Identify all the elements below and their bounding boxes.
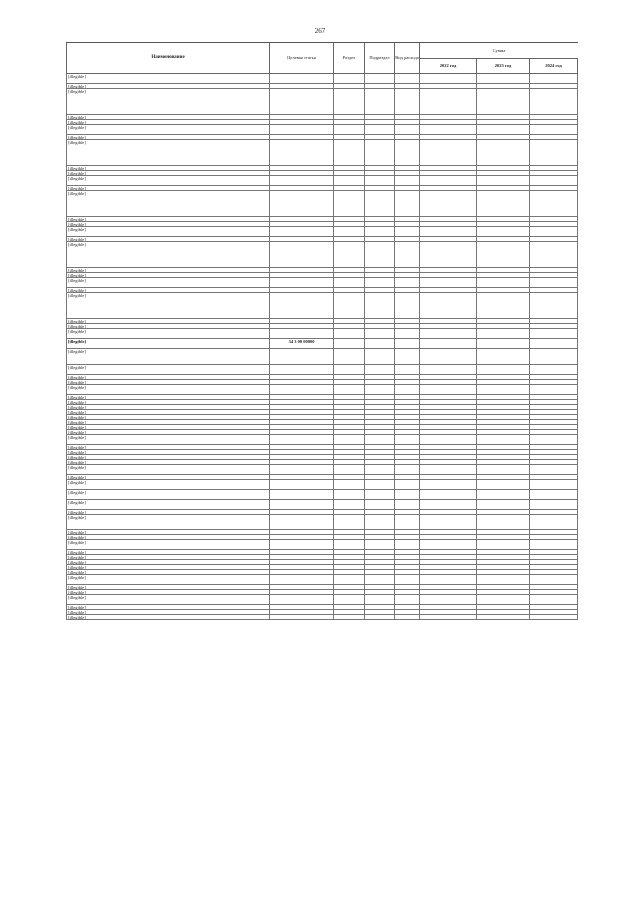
row-name-cell: [illegible] bbox=[66, 515, 269, 530]
row-name-cell: [illegible] bbox=[66, 375, 269, 380]
row-type-cell bbox=[394, 125, 419, 135]
row-type-cell bbox=[394, 540, 419, 550]
row-code-cell bbox=[269, 615, 333, 620]
row-type-cell bbox=[394, 293, 419, 319]
row-year1-cell bbox=[419, 435, 476, 445]
row-year3-cell bbox=[529, 293, 578, 319]
row-year2-cell bbox=[476, 500, 529, 510]
row-subsection-cell bbox=[364, 465, 394, 475]
row-name-cell: [illegible] bbox=[66, 585, 269, 590]
row-year3-cell bbox=[529, 365, 578, 375]
row-section-cell bbox=[333, 465, 364, 475]
row-type-cell bbox=[394, 191, 419, 217]
row-subsection-cell bbox=[364, 515, 394, 530]
row-year1-cell bbox=[419, 293, 476, 319]
row-name-cell: [illegible] bbox=[66, 140, 269, 166]
row-year1-cell bbox=[419, 140, 476, 166]
row-subsection-cell bbox=[364, 125, 394, 135]
row-section-cell bbox=[333, 500, 364, 510]
row-subsection-cell bbox=[364, 339, 394, 349]
table-row bbox=[66, 540, 578, 550]
row-name-cell: [illegible] bbox=[66, 610, 269, 615]
row-name-cell: [illegible] bbox=[66, 465, 269, 475]
row-name-cell: [illegible] bbox=[66, 595, 269, 605]
row-name-cell: [illegible] bbox=[66, 186, 269, 191]
row-year2-cell bbox=[476, 140, 529, 166]
table-row bbox=[66, 191, 578, 217]
row-section-cell bbox=[333, 227, 364, 237]
row-section-cell bbox=[333, 540, 364, 550]
row-section-cell bbox=[333, 329, 364, 339]
row-section-cell bbox=[333, 575, 364, 585]
row-type-cell bbox=[394, 615, 419, 620]
row-subsection-cell bbox=[364, 176, 394, 186]
col-year2-header: 2023 год bbox=[476, 59, 529, 75]
row-subsection-cell bbox=[364, 329, 394, 339]
row-section-cell bbox=[333, 480, 364, 490]
row-name-cell: [illegible] bbox=[66, 415, 269, 420]
table-row bbox=[66, 176, 578, 186]
row-year2-cell bbox=[476, 349, 529, 365]
row-name-cell: [illegible] bbox=[66, 425, 269, 430]
row-name-cell: [illegible] bbox=[66, 135, 269, 140]
row-subsection-cell bbox=[364, 74, 394, 84]
table-row bbox=[66, 293, 578, 319]
row-name-cell: [illegible] bbox=[66, 217, 269, 222]
table-row bbox=[66, 615, 578, 620]
table-row bbox=[66, 89, 578, 115]
row-year1-cell bbox=[419, 595, 476, 605]
row-year2-cell bbox=[476, 540, 529, 550]
row-name-cell: [illegible] bbox=[66, 120, 269, 125]
table-row bbox=[66, 500, 578, 510]
row-subsection-cell bbox=[364, 365, 394, 375]
row-subsection-cell bbox=[364, 575, 394, 585]
row-subsection-cell bbox=[364, 500, 394, 510]
row-name-cell: [illegible] bbox=[66, 540, 269, 550]
row-type-cell bbox=[394, 435, 419, 445]
row-subsection-cell bbox=[364, 278, 394, 288]
row-section-cell bbox=[333, 435, 364, 445]
row-section-cell bbox=[333, 74, 364, 84]
row-year1-cell bbox=[419, 278, 476, 288]
col-code-header: Целевая статья bbox=[269, 43, 333, 74]
row-year3-cell bbox=[529, 515, 578, 530]
row-year1-cell bbox=[419, 74, 476, 84]
row-year3-cell bbox=[529, 125, 578, 135]
row-name-cell: [illegible] bbox=[66, 510, 269, 515]
row-name-cell: [illegible] bbox=[66, 84, 269, 89]
row-type-cell bbox=[394, 278, 419, 288]
row-name-cell: [illegible] bbox=[66, 490, 269, 500]
row-code-cell bbox=[269, 278, 333, 288]
row-name-cell: [illegible] bbox=[66, 191, 269, 217]
row-subsection-cell bbox=[364, 435, 394, 445]
row-name-cell: [illegible] bbox=[66, 166, 269, 171]
row-type-cell bbox=[394, 365, 419, 375]
row-year3-cell bbox=[529, 540, 578, 550]
row-year3-cell bbox=[529, 242, 578, 268]
row-name-cell: [illegible] bbox=[66, 500, 269, 510]
row-name-cell: [illegible] bbox=[66, 237, 269, 242]
row-year2-cell bbox=[476, 465, 529, 475]
row-year2-cell bbox=[476, 176, 529, 186]
row-subsection-cell bbox=[364, 191, 394, 217]
row-type-cell bbox=[394, 176, 419, 186]
row-year1-cell bbox=[419, 540, 476, 550]
row-year3-cell bbox=[529, 349, 578, 365]
row-name-cell: [illegible] bbox=[66, 475, 269, 480]
row-section-cell bbox=[333, 349, 364, 365]
row-year2-cell bbox=[476, 595, 529, 605]
row-name-cell: [illegible] bbox=[66, 430, 269, 435]
table-header bbox=[66, 42, 578, 74]
row-code-cell bbox=[269, 125, 333, 135]
row-year2-cell bbox=[476, 575, 529, 585]
row-subsection-cell bbox=[364, 490, 394, 500]
col-subsection-header: Подраздел bbox=[364, 43, 394, 74]
row-name-cell: [illegible] bbox=[66, 450, 269, 455]
row-code-cell bbox=[269, 490, 333, 500]
row-name-cell: [illegible] bbox=[66, 115, 269, 120]
row-year2-cell bbox=[476, 191, 529, 217]
row-code-cell bbox=[269, 349, 333, 365]
row-code-cell bbox=[269, 74, 333, 84]
table-row bbox=[66, 515, 578, 530]
row-year1-cell bbox=[419, 500, 476, 510]
row-name-cell: [illegible] bbox=[66, 242, 269, 268]
row-type-cell bbox=[394, 89, 419, 115]
row-year2-cell bbox=[476, 329, 529, 339]
row-type-cell bbox=[394, 227, 419, 237]
row-name-cell: [illegible] bbox=[66, 171, 269, 176]
row-name-cell: [illegible] bbox=[66, 530, 269, 535]
col-year3-header: 2024 год bbox=[529, 59, 578, 75]
row-section-cell bbox=[333, 242, 364, 268]
row-code-cell bbox=[269, 191, 333, 217]
row-code-cell bbox=[269, 227, 333, 237]
row-year1-cell bbox=[419, 89, 476, 115]
table-row bbox=[66, 242, 578, 268]
row-year1-cell bbox=[419, 339, 476, 349]
row-year3-cell bbox=[529, 278, 578, 288]
row-name-cell: [illegible] bbox=[66, 395, 269, 400]
row-subsection-cell bbox=[364, 595, 394, 605]
row-year2-cell bbox=[476, 435, 529, 445]
row-name-cell: [illegible] bbox=[66, 405, 269, 410]
col-type-header: Вид расхода bbox=[394, 43, 419, 74]
row-section-cell bbox=[333, 339, 364, 349]
row-year1-cell bbox=[419, 242, 476, 268]
table-row bbox=[66, 74, 578, 84]
row-code-cell bbox=[269, 176, 333, 186]
row-year1-cell bbox=[419, 191, 476, 217]
row-type-cell bbox=[394, 385, 419, 395]
table-row bbox=[66, 435, 578, 445]
row-name-cell: [illegible] bbox=[66, 339, 269, 349]
row-type-cell bbox=[394, 500, 419, 510]
row-name-cell: [illegible] bbox=[66, 420, 269, 425]
row-year3-cell bbox=[529, 615, 578, 620]
row-type-cell bbox=[394, 490, 419, 500]
row-year3-cell bbox=[529, 140, 578, 166]
row-name-cell: [illegible] bbox=[66, 575, 269, 585]
row-year1-cell bbox=[419, 575, 476, 585]
row-name-cell: [illegible] bbox=[66, 319, 269, 324]
table-row bbox=[66, 349, 578, 365]
budget-table bbox=[66, 42, 578, 620]
row-name-cell: [illegible] bbox=[66, 460, 269, 465]
row-subsection-cell bbox=[364, 227, 394, 237]
col-year1-header: 2022 год bbox=[419, 59, 476, 75]
row-year1-cell bbox=[419, 515, 476, 530]
row-subsection-cell bbox=[364, 540, 394, 550]
row-code-cell bbox=[269, 595, 333, 605]
table-row bbox=[66, 227, 578, 237]
row-code-cell bbox=[269, 293, 333, 319]
row-name-cell: [illegible] bbox=[66, 222, 269, 227]
row-year2-cell bbox=[476, 365, 529, 375]
row-name-cell: [illegible] bbox=[66, 445, 269, 450]
row-type-cell bbox=[394, 339, 419, 349]
row-type-cell bbox=[394, 329, 419, 339]
page-number: 267 bbox=[314, 27, 326, 35]
row-type-cell bbox=[394, 465, 419, 475]
row-subsection-cell bbox=[364, 242, 394, 268]
row-year3-cell bbox=[529, 227, 578, 237]
row-year1-cell bbox=[419, 176, 476, 186]
row-code-cell bbox=[269, 329, 333, 339]
row-year2-cell bbox=[476, 293, 529, 319]
row-year1-cell bbox=[419, 385, 476, 395]
row-section-cell bbox=[333, 176, 364, 186]
row-code-cell bbox=[269, 540, 333, 550]
table-row bbox=[66, 140, 578, 166]
row-code-cell bbox=[269, 500, 333, 510]
row-year3-cell bbox=[529, 480, 578, 490]
row-section-cell bbox=[333, 191, 364, 217]
row-subsection-cell bbox=[364, 349, 394, 365]
row-name-cell: [illegible] bbox=[66, 278, 269, 288]
row-year2-cell bbox=[476, 74, 529, 84]
row-year3-cell bbox=[529, 74, 578, 84]
row-type-cell bbox=[394, 595, 419, 605]
row-name-cell: [illegible] bbox=[66, 435, 269, 445]
row-name-cell: [illegible] bbox=[66, 605, 269, 610]
row-code-cell bbox=[269, 385, 333, 395]
row-name-cell: [illegible] bbox=[66, 550, 269, 555]
row-section-cell bbox=[333, 89, 364, 115]
row-section-cell bbox=[333, 490, 364, 500]
row-year3-cell bbox=[529, 329, 578, 339]
row-year2-cell bbox=[476, 278, 529, 288]
row-name-cell: [illegible] bbox=[66, 89, 269, 115]
row-year3-cell bbox=[529, 465, 578, 475]
row-year3-cell bbox=[529, 89, 578, 115]
row-code-cell bbox=[269, 480, 333, 490]
table-row bbox=[66, 480, 578, 490]
row-year3-cell bbox=[529, 176, 578, 186]
row-name-cell: [illegible] bbox=[66, 74, 269, 84]
row-name-cell: [illegible] bbox=[66, 455, 269, 460]
row-year1-cell bbox=[419, 465, 476, 475]
table-row bbox=[66, 329, 578, 339]
row-name-cell: [illegible] bbox=[66, 560, 269, 565]
row-year2-cell bbox=[476, 480, 529, 490]
table-row bbox=[66, 595, 578, 605]
row-subsection-cell bbox=[364, 385, 394, 395]
row-type-cell bbox=[394, 74, 419, 84]
row-section-cell bbox=[333, 385, 364, 395]
row-name-cell: [illegible] bbox=[66, 288, 269, 293]
row-year1-cell bbox=[419, 490, 476, 500]
row-year2-cell bbox=[476, 385, 529, 395]
row-subsection-cell bbox=[364, 615, 394, 620]
row-name-cell: [illegible] bbox=[66, 365, 269, 375]
row-name-cell: [illegible] bbox=[66, 555, 269, 560]
row-name-cell: [illegible] bbox=[66, 329, 269, 339]
row-name-cell: [illegible] bbox=[66, 410, 269, 415]
row-name-cell: [illegible] bbox=[66, 176, 269, 186]
table-row bbox=[66, 125, 578, 135]
row-type-cell bbox=[394, 515, 419, 530]
row-type-cell bbox=[394, 349, 419, 365]
row-name-cell: [illegible] bbox=[66, 385, 269, 395]
table-body bbox=[66, 74, 578, 620]
row-section-cell bbox=[333, 615, 364, 620]
row-name-cell: [illegible] bbox=[66, 293, 269, 319]
row-section-cell bbox=[333, 293, 364, 319]
row-type-cell bbox=[394, 480, 419, 490]
row-name-cell: [illegible] bbox=[66, 590, 269, 595]
row-code-cell bbox=[269, 140, 333, 166]
row-name-cell: [illegible] bbox=[66, 400, 269, 405]
row-name-cell: [illegible] bbox=[66, 615, 269, 620]
row-name-cell: [illegible] bbox=[66, 349, 269, 365]
row-year3-cell bbox=[529, 385, 578, 395]
row-subsection-cell bbox=[364, 293, 394, 319]
row-section-cell bbox=[333, 278, 364, 288]
table-row bbox=[66, 490, 578, 500]
row-year2-cell bbox=[476, 515, 529, 530]
row-year2-cell bbox=[476, 242, 529, 268]
row-name-cell: [illegible] bbox=[66, 480, 269, 490]
table-row bbox=[66, 575, 578, 585]
row-code-cell bbox=[269, 465, 333, 475]
row-name-cell: [illegible] bbox=[66, 227, 269, 237]
row-name-cell: [illegible] bbox=[66, 268, 269, 273]
row-year2-cell bbox=[476, 339, 529, 349]
row-year2-cell bbox=[476, 615, 529, 620]
row-year2-cell bbox=[476, 490, 529, 500]
col-section-header: Раздел bbox=[333, 43, 364, 74]
row-year3-cell bbox=[529, 575, 578, 585]
row-code-cell bbox=[269, 89, 333, 115]
row-year3-cell bbox=[529, 490, 578, 500]
row-name-cell: [illegible] bbox=[66, 125, 269, 135]
table-row bbox=[66, 339, 578, 349]
row-subsection-cell bbox=[364, 89, 394, 115]
row-year1-cell bbox=[419, 615, 476, 620]
row-year3-cell bbox=[529, 500, 578, 510]
row-year2-cell bbox=[476, 125, 529, 135]
row-name-cell: [illegible] bbox=[66, 570, 269, 575]
row-type-cell bbox=[394, 140, 419, 166]
row-section-cell bbox=[333, 140, 364, 166]
row-name-cell: [illegible] bbox=[66, 565, 269, 570]
table-row bbox=[66, 278, 578, 288]
row-year2-cell bbox=[476, 89, 529, 115]
row-year1-cell bbox=[419, 227, 476, 237]
row-section-cell bbox=[333, 365, 364, 375]
row-section-cell bbox=[333, 595, 364, 605]
table-row bbox=[66, 385, 578, 395]
row-type-cell bbox=[394, 575, 419, 585]
row-subsection-cell bbox=[364, 140, 394, 166]
row-name-cell: [illegible] bbox=[66, 273, 269, 278]
row-section-cell bbox=[333, 515, 364, 530]
row-year1-cell bbox=[419, 365, 476, 375]
row-year1-cell bbox=[419, 125, 476, 135]
row-year3-cell bbox=[529, 191, 578, 217]
row-code-cell bbox=[269, 435, 333, 445]
row-year1-cell bbox=[419, 349, 476, 365]
row-year2-cell bbox=[476, 227, 529, 237]
row-year3-cell bbox=[529, 435, 578, 445]
row-name-cell: [illegible] bbox=[66, 324, 269, 329]
row-year3-cell bbox=[529, 595, 578, 605]
row-code-cell bbox=[269, 575, 333, 585]
row-code-cell bbox=[269, 515, 333, 530]
row-name-cell: [illegible] bbox=[66, 380, 269, 385]
row-year3-cell bbox=[529, 339, 578, 349]
row-type-cell bbox=[394, 242, 419, 268]
table-row bbox=[66, 365, 578, 375]
row-code-cell bbox=[269, 242, 333, 268]
row-year1-cell bbox=[419, 329, 476, 339]
row-subsection-cell bbox=[364, 480, 394, 490]
row-year1-cell bbox=[419, 480, 476, 490]
row-section-cell bbox=[333, 125, 364, 135]
col-sum-header: Сумма bbox=[419, 43, 578, 59]
row-code-cell bbox=[269, 365, 333, 375]
col-name-header: Наименование bbox=[66, 43, 269, 74]
row-name-cell: [illegible] bbox=[66, 535, 269, 540]
table-row bbox=[66, 465, 578, 475]
row-code-cell: 34 3 00 00000 bbox=[269, 339, 333, 349]
